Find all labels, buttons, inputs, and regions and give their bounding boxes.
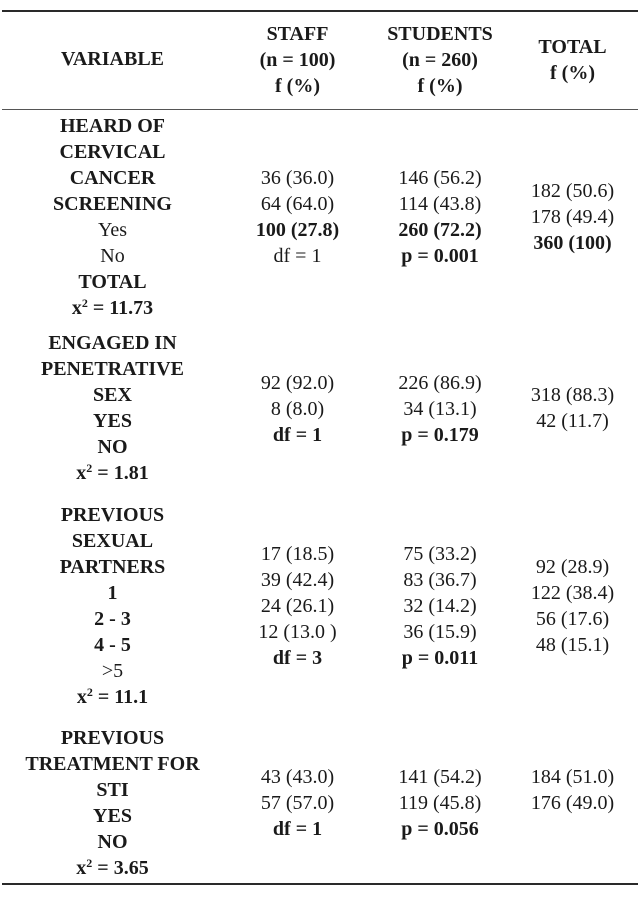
row-variable-sti-treatment: PREVIOUS TREATMENT FOR STI YES NO $x^2 = 3.65$ [10, 725, 215, 881]
row-staff-cervical-screening: 36 (36.0) 64 (64.0) 100 (27.8) df = 1 [255, 167, 340, 267]
row-total-cervical-screening: 182 (50.6) 178 (49.4) 360 (100) [530, 180, 615, 254]
row-students-cervical-screening: 146 (56.2) 114 (43.8) 260 (72.2) p = 0.001 [398, 167, 482, 267]
row-variable-cervical-screening: HEARD OF CERVICAL CANCER SCREENING Yes No TOTAL $x^2 = 11.73$ [10, 113, 215, 321]
row-staff-sti-treatment: 43 (43.0) 57 (57.0) df = 1 [260, 766, 335, 840]
row-students-penetrative-sex: 226 (86.9) 34 (13.1) p = 0.179 [398, 372, 482, 446]
row-variable-penetrative-sex: ENGAGED IN PENETRATIVE SEX YES NO $x^2 = 1.81$ [10, 330, 215, 486]
table-bottom-rule [2, 883, 638, 885]
chi-square-value: $x^2 = 3.65$ [76, 856, 149, 879]
header-variable: VARIABLE [61, 48, 164, 70]
header-total: TOTAL f (%) [538, 36, 607, 84]
chi-square-value: $x^2 = 1.81$ [76, 461, 149, 484]
row-total-sexual-partners: 92 (28.9) 122 (38.4) 56 (17.6) 48 (15.1) [530, 556, 615, 656]
row-students-sexual-partners: 75 (33.2) 83 (36.7) 32 (14.2) 36 (15.9) p = 0.011 [401, 543, 479, 669]
header-bottom-rule [2, 109, 638, 110]
row-variable-sexual-partners: PREVIOUS SEXUAL PARTNERS 1 2 - 3 4 - 5 >5 $x^2 = 11.1$ [10, 502, 215, 710]
header-students: STUDENTS (n = 260) f (%) [387, 23, 493, 97]
row-students-sti-treatment: 141 (54.2) 119 (45.8) p = 0.056 [398, 766, 482, 840]
row-staff-sexual-partners: 17 (18.5) 39 (42.4) 24 (26.1) 12 (13.0 ) df = 3 [258, 543, 337, 669]
row-total-sti-treatment: 184 (51.0) 176 (49.0) [530, 766, 615, 814]
row-total-penetrative-sex: 318 (88.3) 42 (11.7) [530, 384, 615, 432]
header-staff: STAFF (n = 100) f (%) [259, 23, 336, 97]
table-top-rule [2, 10, 638, 12]
chi-square-value: $x^2 = 11.73$ [71, 296, 154, 319]
chi-square-value: $x^2 = 11.1$ [76, 685, 149, 708]
row-staff-penetrative-sex: 92 (92.0) 8 (8.0) df = 1 [260, 372, 335, 446]
